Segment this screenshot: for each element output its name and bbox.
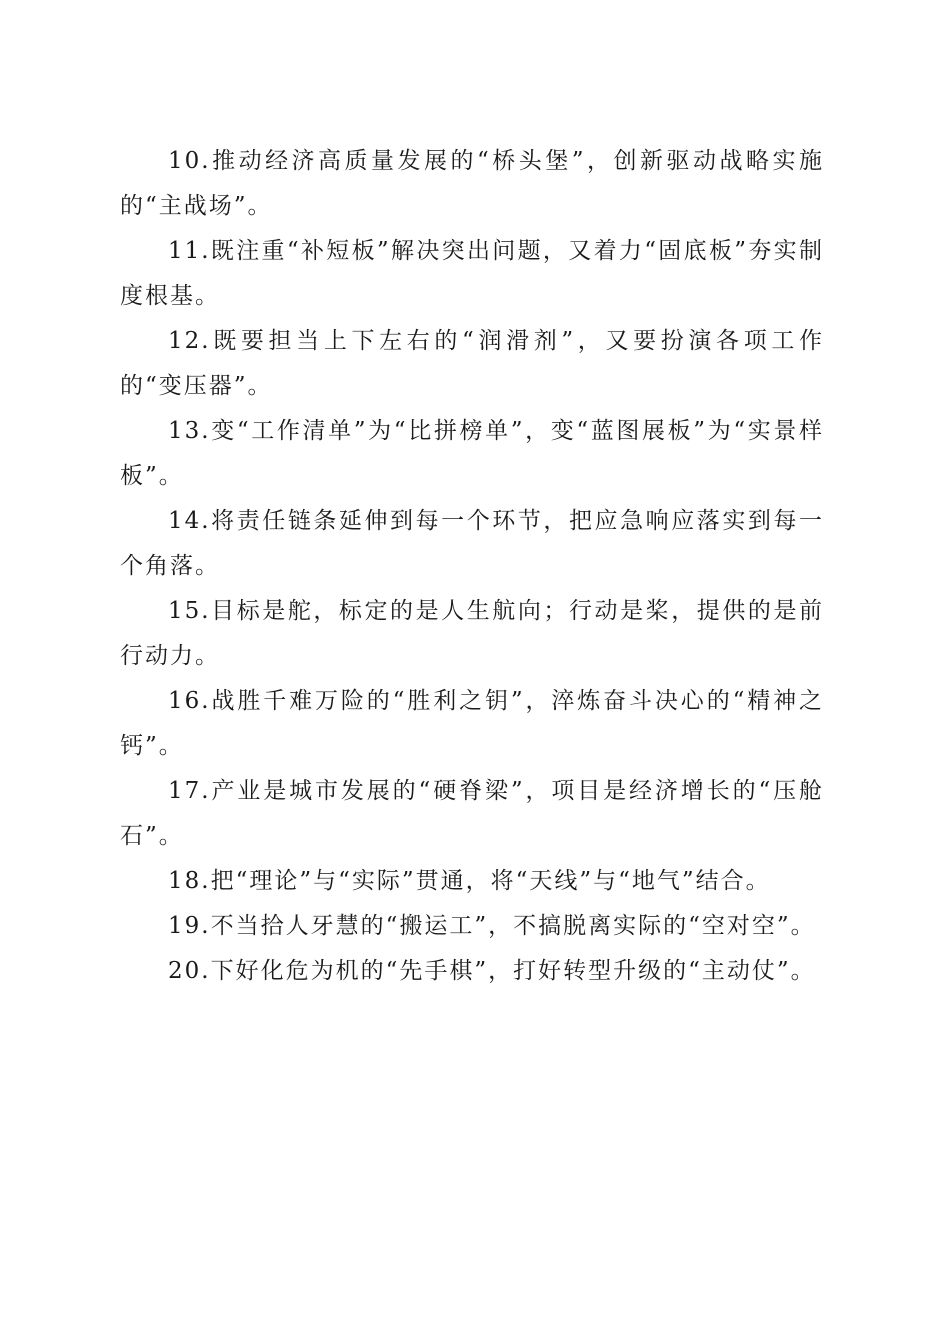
- paragraph-19: 19.不当拾人牙慧的“搬运工”，不搞脱离实际的“空对空”。: [168, 913, 816, 939]
- paragraph-14: 14.将责任链条延伸到每一个环节，把应急响应落实到每一个角落。: [120, 508, 824, 579]
- paragraph-12: 12.既要担当上下左右的“润滑剂”，又要扮演各项工作的“变压器”。: [120, 328, 824, 399]
- paragraph-16: 16.战胜千难万险的“胜利之钥”，淬炼奋斗决心的“精神之钙”。: [120, 688, 824, 759]
- paragraph-18: 18.把“理论”与“实际”贯通，将“天线”与“地气”结合。: [168, 868, 771, 894]
- paragraph-15: 15.目标是舵，标定的是人生航向；行动是桨，提供的是前行动力。: [120, 598, 824, 669]
- paragraph-13: 13.变“工作清单”为“比拼榜单”，变“蓝图展板”为“实景样板”。: [120, 418, 824, 489]
- document-body: [120, 139, 824, 994]
- paragraph-17: 17.产业是城市发展的“硬脊梁”，项目是经济增长的“压舱石”。: [120, 778, 824, 849]
- paragraph-10: 10.推动经济高质量发展的“桥头堡”，创新驱动战略实施的“主战场”。: [120, 148, 824, 219]
- paragraph-20: 20.下好化危为机的“先手棋”，打好转型升级的“主动仗”。: [168, 958, 816, 984]
- paragraph-11: 11.既注重“补短板”解决突出问题，又着力“固底板”夯实制度根基。: [120, 238, 824, 309]
